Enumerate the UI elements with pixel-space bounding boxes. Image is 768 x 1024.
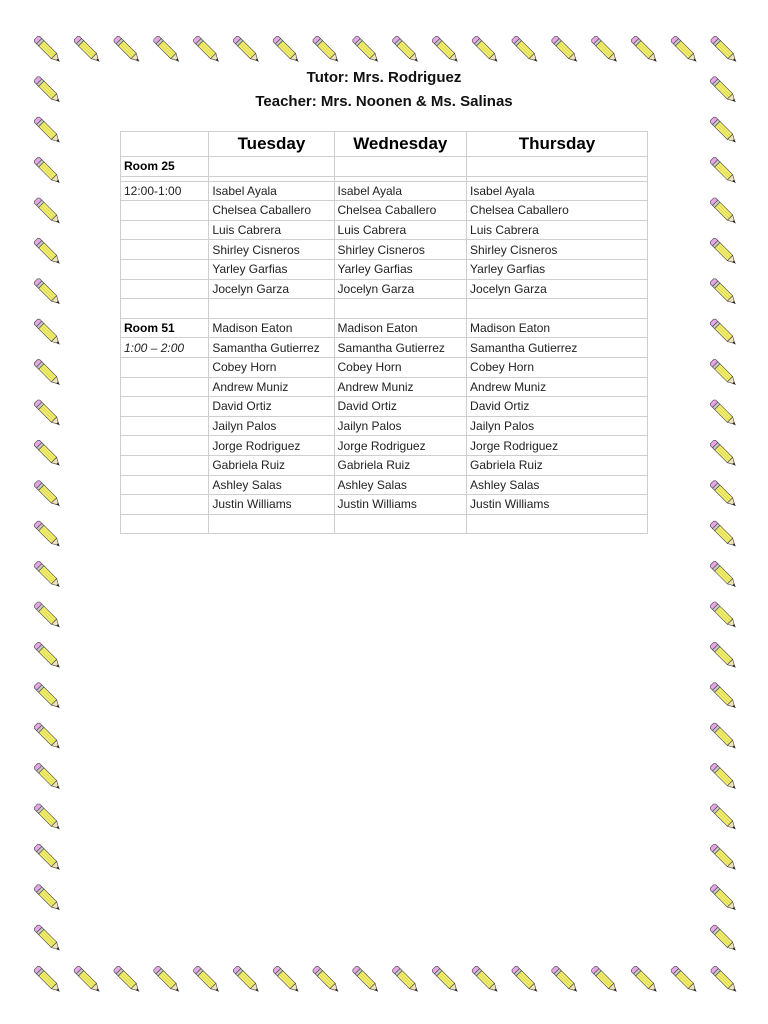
student-cell: Jorge Rodriguez [467,436,648,456]
teacher-heading: Teacher: Mrs. Noonen & Ms. Salinas [255,93,513,110]
student-cell: Cobey Horn [334,357,467,377]
pencil-icon [709,924,738,953]
pencil-icon [709,682,738,711]
table-row [121,377,648,397]
time-room-cell: 1:00 – 2:00 [121,338,209,358]
pencil-icon [33,884,62,913]
pencil-icon [710,35,739,64]
pencil-icon [431,965,460,994]
pencil-icon [471,965,500,994]
student-cell: Yarley Garfias [209,259,334,279]
pencil-icon [709,359,738,388]
time-room-cell [121,436,209,456]
pencil-icon [113,965,142,994]
pencil-icon [670,35,699,64]
pencil-icon [709,763,738,792]
pencil-icon [392,965,421,994]
table-row [121,495,648,515]
pencil-icon [153,35,182,64]
pencil-icon [33,480,62,509]
table-row [121,201,648,221]
student-cell: Ashley Salas [467,475,648,495]
student-cell: David Ortiz [334,397,467,417]
time-room-cell [121,377,209,397]
pencil-icon [113,35,142,64]
pencil-icon [710,965,739,994]
student-cell: Madison Eaton [209,318,334,338]
pencil-icon [33,237,62,266]
time-room-cell: Room 25 [121,157,209,177]
student-cell [334,299,467,319]
pencil-icon [153,965,182,994]
pencil-icon [709,843,738,872]
time-room-cell [121,397,209,417]
pencil-icon [511,35,540,64]
time-room-cell [121,220,209,240]
student-cell: Isabel Ayala [467,181,648,201]
student-cell: Shirley Cisneros [467,240,648,260]
pencil-icon [551,965,580,994]
pencil-icon [392,35,421,64]
student-cell: Cobey Horn [209,357,334,377]
table-row [121,299,648,319]
pencil-icon [352,35,381,64]
time-room-cell [121,416,209,436]
student-cell: Madison Eaton [467,318,648,338]
student-cell [209,157,334,177]
pencil-icon [33,722,62,751]
student-cell: Luis Cabrera [209,220,334,240]
pencil-icon [471,35,500,64]
table-row [121,357,648,377]
time-room-cell: Room 51 [121,318,209,338]
pencil-icon [33,399,62,428]
pencil-icon [272,965,301,994]
pencil-icon [709,641,738,670]
day-header-thursday: Thursday [467,132,648,157]
student-cell: Jorge Rodriguez [334,436,467,456]
pencil-icon [73,965,102,994]
student-cell: David Ortiz [467,397,648,417]
pencil-icon [33,359,62,388]
student-cell: Luis Cabrera [334,220,467,240]
pencil-icon [709,480,738,509]
student-cell: Samantha Gutierrez [209,338,334,358]
pencil-icon [670,965,699,994]
day-header-tuesday: Tuesday [209,132,334,157]
pencil-icon [33,682,62,711]
pencil-icon [709,884,738,913]
student-cell: Gabriela Ruiz [467,455,648,475]
pencil-icon [73,35,102,64]
pencil-icon [709,520,738,549]
pencil-icon [709,116,738,145]
table-row [121,318,648,338]
student-cell: Gabriela Ruiz [334,455,467,475]
time-room-cell [121,514,209,534]
time-room-cell: 12:00-1:00 [121,181,209,201]
pencil-icon [193,965,222,994]
time-room-cell [121,259,209,279]
student-cell: Jocelyn Garza [334,279,467,299]
table-row [121,240,648,260]
pencil-icon [33,116,62,145]
student-cell: Luis Cabrera [467,220,648,240]
pencil-icon [232,965,261,994]
time-room-cell [121,299,209,319]
time-room-cell [121,201,209,221]
table-row [121,181,648,201]
tutor-heading: Tutor: Mrs. Rodriguez [306,69,462,86]
student-cell: Jailyn Palos [334,416,467,436]
pencil-icon [709,803,738,832]
pencil-icon [431,35,460,64]
pencil-icon [33,520,62,549]
student-cell: Ashley Salas [209,475,334,495]
pencil-icon [33,157,62,186]
pencil-icon [630,35,659,64]
table-row [121,514,648,534]
table-row [121,416,648,436]
table-row [121,259,648,279]
table-row [121,279,648,299]
student-cell: Gabriela Ruiz [209,455,334,475]
student-cell: Andrew Muniz [467,377,648,397]
pencil-icon [709,601,738,630]
time-room-cell [121,455,209,475]
pencil-icon [33,965,62,994]
student-cell: Samantha Gutierrez [334,338,467,358]
student-cell [467,157,648,177]
table-row [121,220,648,240]
table-row [121,157,648,177]
day-header-wednesday: Wednesday [334,132,467,157]
student-cell: Shirley Cisneros [334,240,467,260]
student-cell: Cobey Horn [467,357,648,377]
student-cell: Isabel Ayala [334,181,467,201]
student-cell: Chelsea Caballero [467,201,648,221]
student-cell: Chelsea Caballero [209,201,334,221]
student-cell: Isabel Ayala [209,181,334,201]
pencil-icon [33,439,62,468]
time-room-cell [121,240,209,260]
day-header-row [121,132,648,157]
pencil-icon [33,35,62,64]
pencil-icon [312,35,341,64]
pencil-icon [33,561,62,590]
pencil-icon [193,35,222,64]
pencil-icon [709,197,738,226]
student-cell: Justin Williams [467,495,648,515]
time-room-cell [121,475,209,495]
time-room-cell [121,495,209,515]
pencil-icon [709,318,738,347]
student-cell: Justin Williams [209,495,334,515]
student-cell [467,514,648,534]
student-cell: Jailyn Palos [209,416,334,436]
student-cell [334,514,467,534]
pencil-icon [630,965,659,994]
pencil-icon [272,35,301,64]
student-cell: Jocelyn Garza [467,279,648,299]
student-cell: Ashley Salas [334,475,467,495]
student-cell: Chelsea Caballero [334,201,467,221]
student-cell: Yarley Garfias [467,259,648,279]
table-row [121,475,648,495]
table-row [121,455,648,475]
pencil-icon [709,237,738,266]
pencil-icon [352,965,381,994]
pencil-icon [709,722,738,751]
student-cell: David Ortiz [209,397,334,417]
pencil-icon [709,278,738,307]
student-cell [209,514,334,534]
pencil-icon [33,763,62,792]
student-cell: Shirley Cisneros [209,240,334,260]
pencil-icon [33,803,62,832]
student-cell: Jorge Rodriguez [209,436,334,456]
pencil-icon [591,965,620,994]
student-cell: Samantha Gutierrez [467,338,648,358]
student-cell: Jocelyn Garza [209,279,334,299]
student-cell: Andrew Muniz [334,377,467,397]
corner-cell [121,132,209,157]
pencil-icon [312,965,341,994]
pencil-icon [33,278,62,307]
pencil-icon [232,35,261,64]
pencil-icon [33,318,62,347]
table-row [121,436,648,456]
pencil-icon [33,601,62,630]
pencil-icon [33,924,62,953]
pencil-icon [709,439,738,468]
pencil-icon [33,641,62,670]
pencil-icon [709,157,738,186]
student-cell: Yarley Garfias [334,259,467,279]
student-cell: Madison Eaton [334,318,467,338]
pencil-icon [33,197,62,226]
table-row [121,338,648,358]
time-room-cell [121,279,209,299]
student-cell: Andrew Muniz [209,377,334,397]
time-room-cell [121,357,209,377]
pencil-icon [511,965,540,994]
pencil-icon [551,35,580,64]
student-cell: Jailyn Palos [467,416,648,436]
student-cell [209,299,334,319]
table-row [121,397,648,417]
schedule-table [120,131,648,534]
student-cell: Justin Williams [334,495,467,515]
student-cell [334,157,467,177]
pencil-icon [709,561,738,590]
pencil-icon [33,843,62,872]
pencil-icon [709,399,738,428]
pencil-icon [591,35,620,64]
student-cell [467,299,648,319]
